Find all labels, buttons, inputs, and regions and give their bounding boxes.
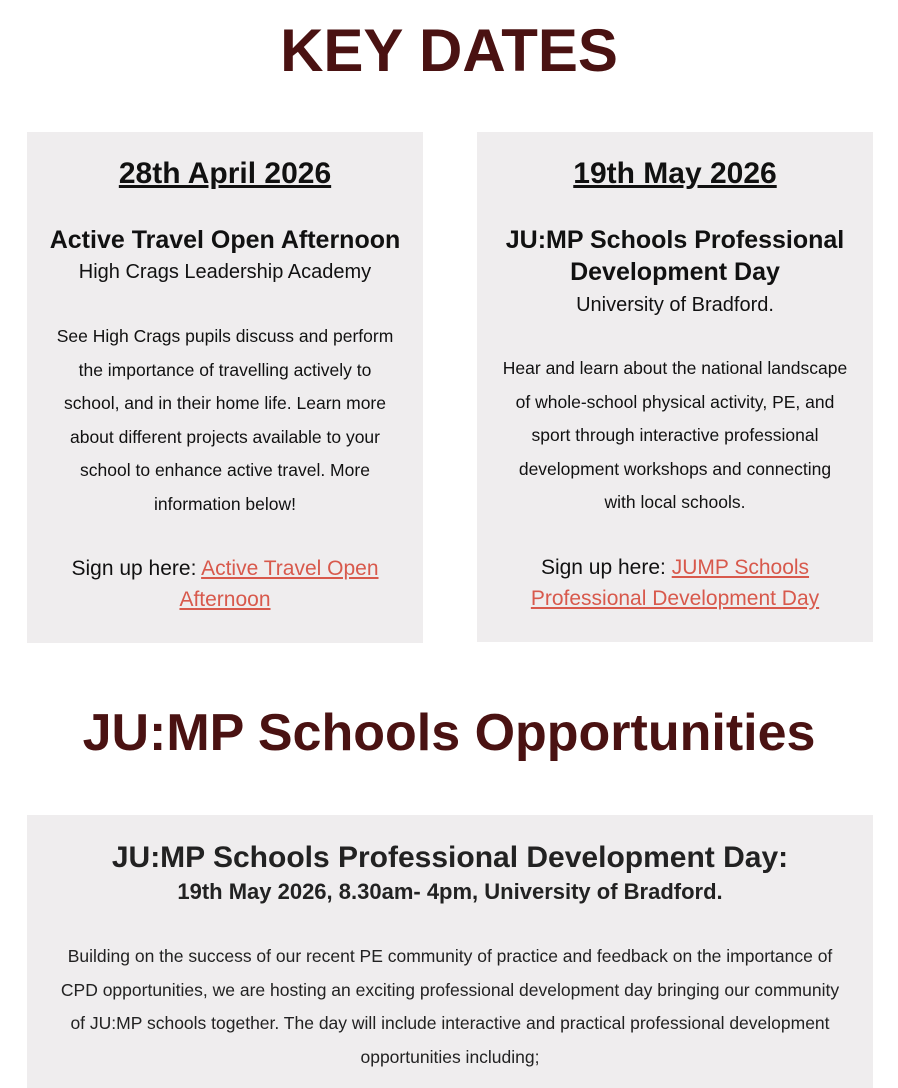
- event-signup: [57, 553, 393, 615]
- event-card-jump-cpd: [477, 132, 873, 642]
- opportunity-card: [27, 815, 873, 1088]
- key-dates-heading: KEY DATES: [280, 17, 618, 84]
- signup-link-jump-cpd[interactable]: JUMP Schools Professional Development Day: [530, 556, 820, 610]
- opportunity-subtitle: 19th May 2026, 8.30am- 4pm, University of Bradford.: [177, 879, 723, 904]
- signup-link-active-travel[interactable]: Active Travel Open Afternoon: [179, 557, 379, 611]
- opportunities-heading: JU:MP Schools Opportunities: [82, 704, 816, 762]
- event-venue: University of Bradford.: [576, 294, 774, 316]
- opportunity-title: JU:MP Schools Professional Development Day:: [111, 841, 789, 874]
- event-title: Active Travel Open Afternoon: [49, 226, 401, 254]
- signup-prefix: Sign up here:: [71, 557, 202, 580]
- event-signup: [507, 552, 843, 614]
- opportunity-description: Building on the success of our recent PE community of practice and feedback on the importance of CPD opportunities, we are hosting an exciting professional development day bringing our community of JU:MP schools together. The day will include interactive and practical professional development opportunities including;: [60, 946, 840, 1067]
- event-description: See High Crags pupils discuss and perform the importance of travelling actively to school, and in their home life. Learn more about different projects available to your school to enhance active travel. More information below!: [56, 326, 394, 514]
- event-venue: High Crags Leadership Academy: [78, 261, 372, 283]
- event-date: 28th April 2026: [118, 157, 332, 190]
- event-title: JU:MP Schools Professional Development Day: [505, 226, 845, 286]
- signup-prefix: Sign up here:: [540, 556, 672, 579]
- event-description: Hear and learn about the national landscape of whole-school physical activity, PE, and sport through interactive professional development workshops and connecting with local schools.: [502, 358, 848, 512]
- event-card-active-travel: [27, 132, 423, 643]
- event-date: 19th May 2026: [573, 157, 777, 190]
